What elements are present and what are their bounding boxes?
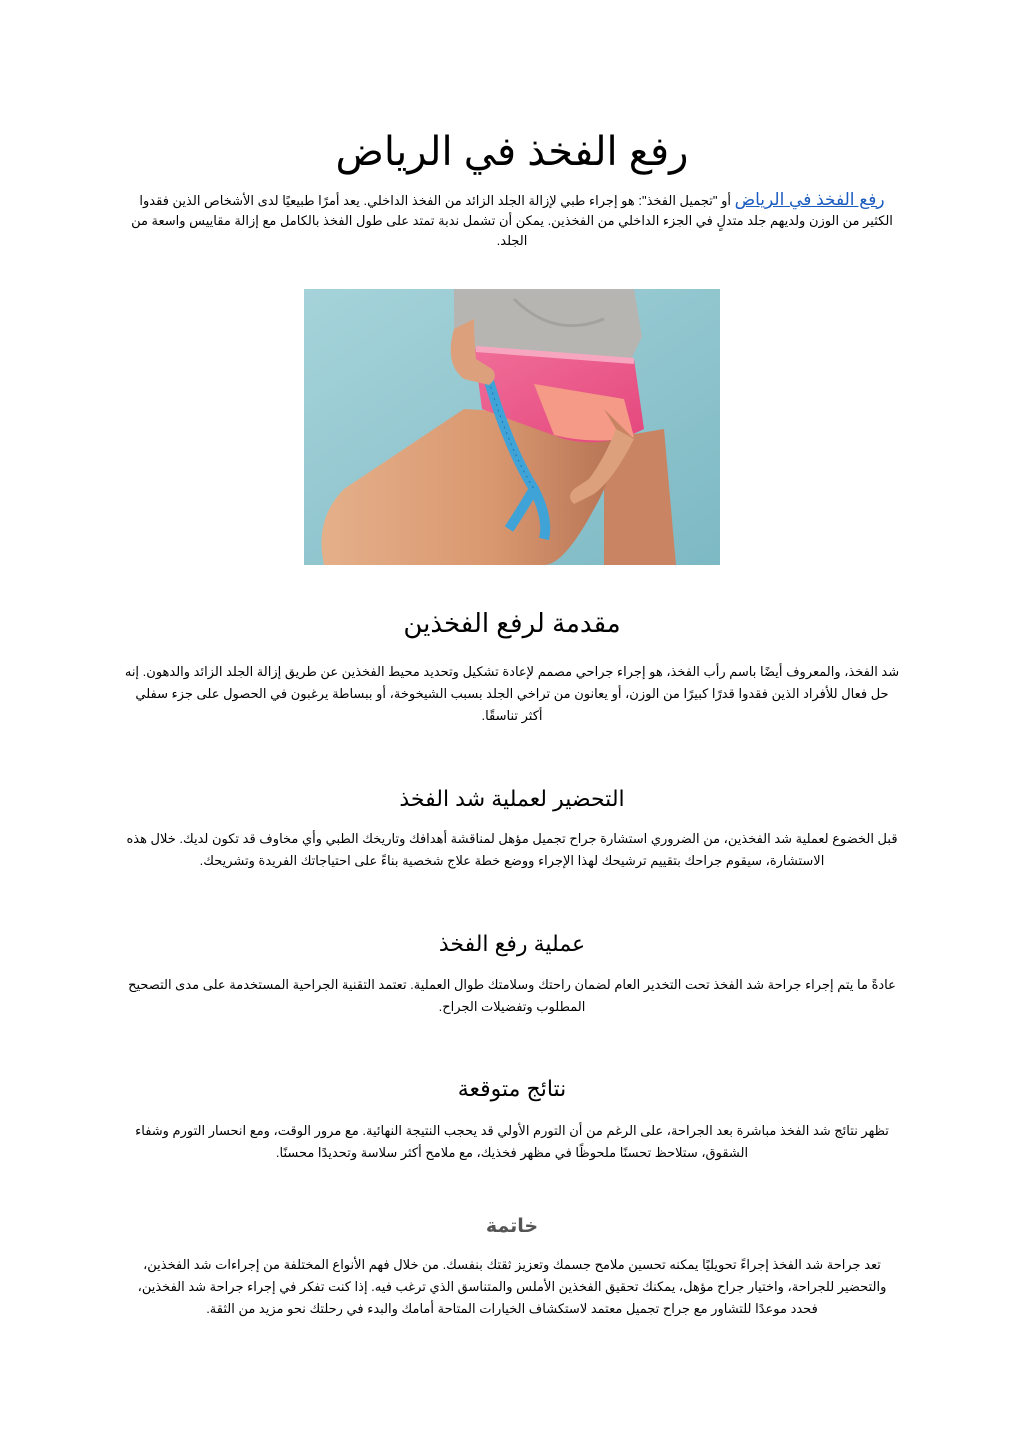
section-body-intro: شد الفخذ، والمعروف أيضًا باسم رأب الفخذ، هو إجراء جراحي مصمم لإعادة تشكيل وتحديد محيط الفخذين عن طريق إزالة الجلد الزائد والدهون. إنه حل فعال للأفراد الذين فقدوا قدرًا كبيرًا من الوزن، أو يعانون من تراخي الجلد بسبب الشيخوخة، أو ببساطة يرغبون في الحصول على جزء سفلي أكثر تناسقًا. [124, 664, 900, 723]
section-heading-conclusion: خاتمة [485, 1216, 539, 1237]
section-heading-preparation: التحضير لعملية شد الفخذ [399, 786, 625, 811]
section-heading-intro: مقدمة لرفع الفخذين [403, 608, 621, 638]
hero-image [304, 289, 720, 565]
thigh-measuring-tape-photo-icon [304, 289, 720, 565]
section-body-results: تظهر نتائج شد الفخذ مباشرة بعد الجراحة، على الرغم من أن التورم الأولي قد يحجب النتيجة النهائية. مع مرور الوقت، ومع انحسار التورم وشفاء الشقوق، ستلاحظ تحسنًا ملحوظًا في مظهر فخذيك، مع ملامح أكثر سلاسة وتحديدًا محسنًا. [135, 1123, 889, 1160]
section-body-conclusion: تعد جراحة شد الفخذ إجراءً تحويليًا يمكنه تحسين ملامح جسمك وتعزيز ثقتك بنفسك. من خلال فهم الأنواع المختلفة من إجراءات شد الفخذين، والتحضير للجراحة، واختيار جراح مؤهل، يمكنك تحقيق الفخذين الأملس والمتناسق الذي ترغب فيه. إذا كنت تفكر في إجراء جراحة شد الفخذين، فحدد موعدًا للتشاور مع جراح تجميل معتمد لاستكشاف الخيارات المتاحة أمامك والبدء في رحلتك نحو مزيد من الثقة. [137, 1257, 887, 1316]
section-heading-results: نتائج متوقعة [457, 1076, 567, 1101]
section-body-preparation: قبل الخضوع لعملية شد الفخذين، من الضروري استشارة جراح تجميل مؤهل لمناقشة أهدافك وتاريخك الطبي وأي مخاوف قد تكون لديك. خلال هذه الاستشارة، سيقوم جراحك بتقييم ترشيحك لهذا الإجراء ووضع خطة علاج شخصية بناءً على احتياجاتك الفريدة وتشريحك. [126, 831, 898, 868]
intro-link[interactable]: رفع الفخذ في الرياض [734, 190, 885, 209]
page-title: رفع الفخذ في الرياض [335, 130, 689, 174]
section-body-procedure: عادةً ما يتم إجراء جراحة شد الفخذ تحت التخدير العام لضمان راحتك وسلامتك طوال العملية. تعتمد التقنية الجراحية المستخدمة على مدى التصحيح المطلوب وتفضيلات الجراح. [128, 977, 896, 1014]
section-heading-procedure: عملية رفع الفخذ [438, 931, 586, 956]
intro-text: أو "تجميل الفخذ": هو إجراء طبي لإزالة الجلد الزائد من الفخذ الداخلي. يعد أمرًا طبيعيًا لدى الأشخاص الذين فقدوا الكثير من الوزن ولديهم جلد متدلٍ في الجزء الداخلي من الفخذين. يمكن أن تشمل ندبة تمتد على طول الفخذ بالكامل مع إزالة مقاييس واسعة من الجلد. [131, 193, 893, 248]
intro-paragraph [124, 190, 900, 251]
